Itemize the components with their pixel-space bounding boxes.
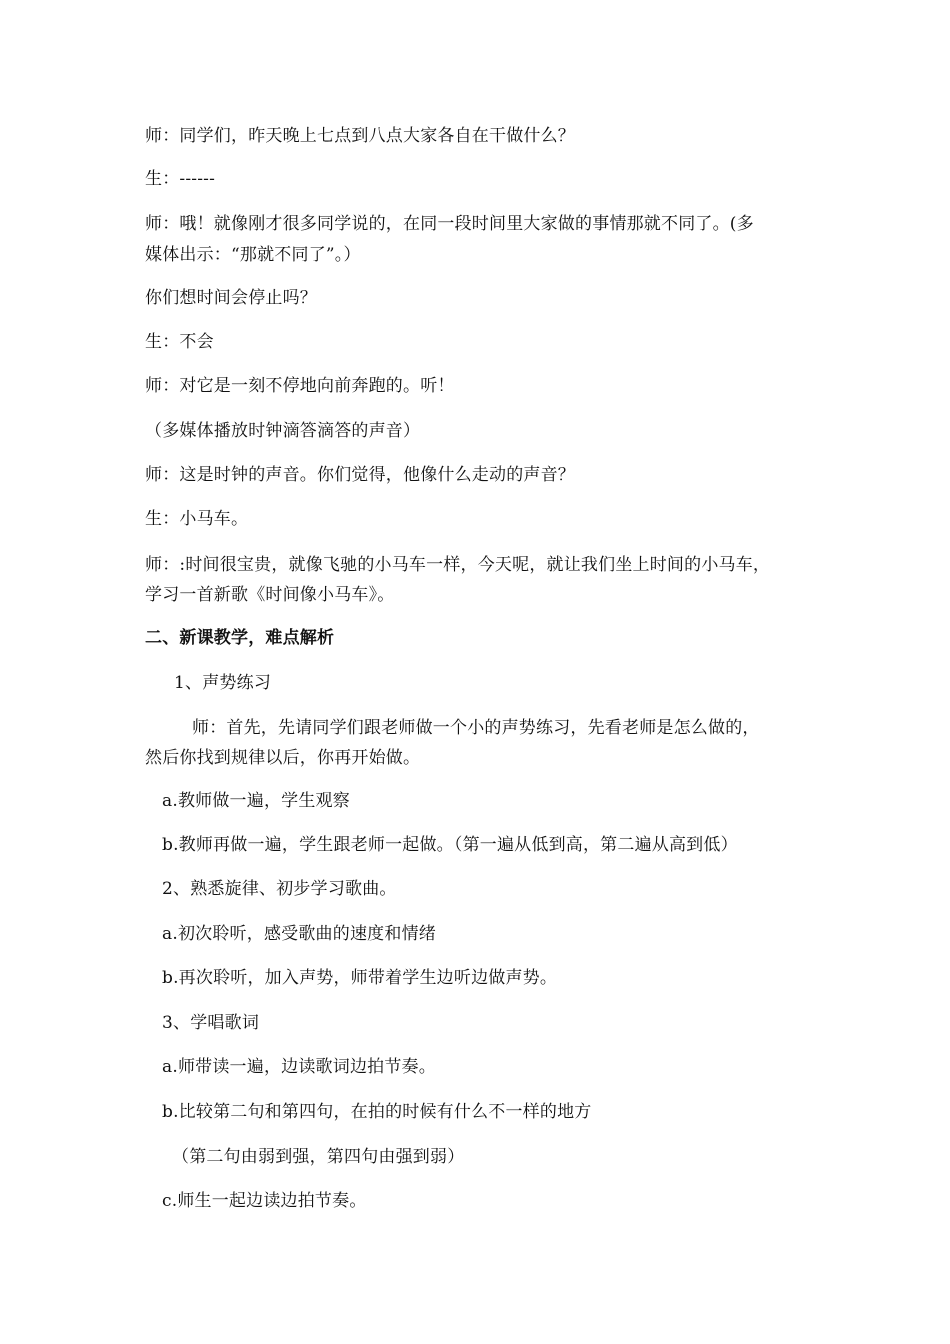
subsection-heading: 3、学唱歌词 [162,1013,260,1033]
paragraph-line: 师：:时间很宝贵，就像飞驰的小马车一样，今天呢，就让我们坐上时间的小马车， [145,555,771,575]
list-item: a.师带读一遍，边读歌词边拍节奏。 [162,1057,436,1077]
list-item: b.再次聆听，加入声势，师带着学生边听边做声势。 [162,968,558,988]
note-line: （第二句由弱到强，第四句由强到弱） [172,1147,465,1167]
paragraph-line: 然后你找到规律以后，你再开始做。 [145,748,421,768]
list-item: b.教师再做一遍，学生跟老师一起做。（第一遍从低到高，第二遍从高到低） [162,835,738,855]
list-item: a.教师做一遍，学生观察 [162,791,350,811]
paragraph-line: 生：不会 [145,332,214,352]
paragraph-line: 师：对它是一刻不停地向前奔跑的。听！ [145,376,455,396]
paragraph-line: 学习一首新歌《时间像小马车》。 [145,585,395,605]
paragraph-line: 师：这是时钟的声音。你们觉得，他像什么走动的声音？ [145,465,575,485]
list-item: c.师生一起边读边拍节奏。 [162,1191,367,1211]
paragraph-line: 媒体出示：“那就不同了”。） [145,245,361,265]
subsection-heading: 2、熟悉旋律、初步学习歌曲。 [162,879,397,899]
paragraph-line: 你们想时间会停止吗？ [145,288,317,308]
paragraph-line: 师：哦！就像刚才很多同学说的，在同一段时间里大家做的事情那就不同了。(多 [145,214,754,234]
list-item: b.比较第二句和第四句，在拍的时候有什么不一样的地方 [162,1102,592,1122]
paragraph-line: 生：------ [145,169,216,189]
paragraph-line: 师：同学们，昨天晚上七点到八点大家各自在干做什么？ [145,126,575,146]
paragraph-line: （多媒体播放时钟滴答滴答的声音） [145,421,421,441]
paragraph-line: 师：首先，先请同学们跟老师做一个小的声势练习，先看老师是怎么做的， [192,718,760,738]
paragraph-line: 生：小马车。 [145,509,249,529]
list-item: a.初次聆听，感受歌曲的速度和情绪 [162,924,436,944]
section-heading: 二、新课教学，难点解析 [145,628,335,648]
subsection-heading: 1、声势练习 [174,673,272,693]
